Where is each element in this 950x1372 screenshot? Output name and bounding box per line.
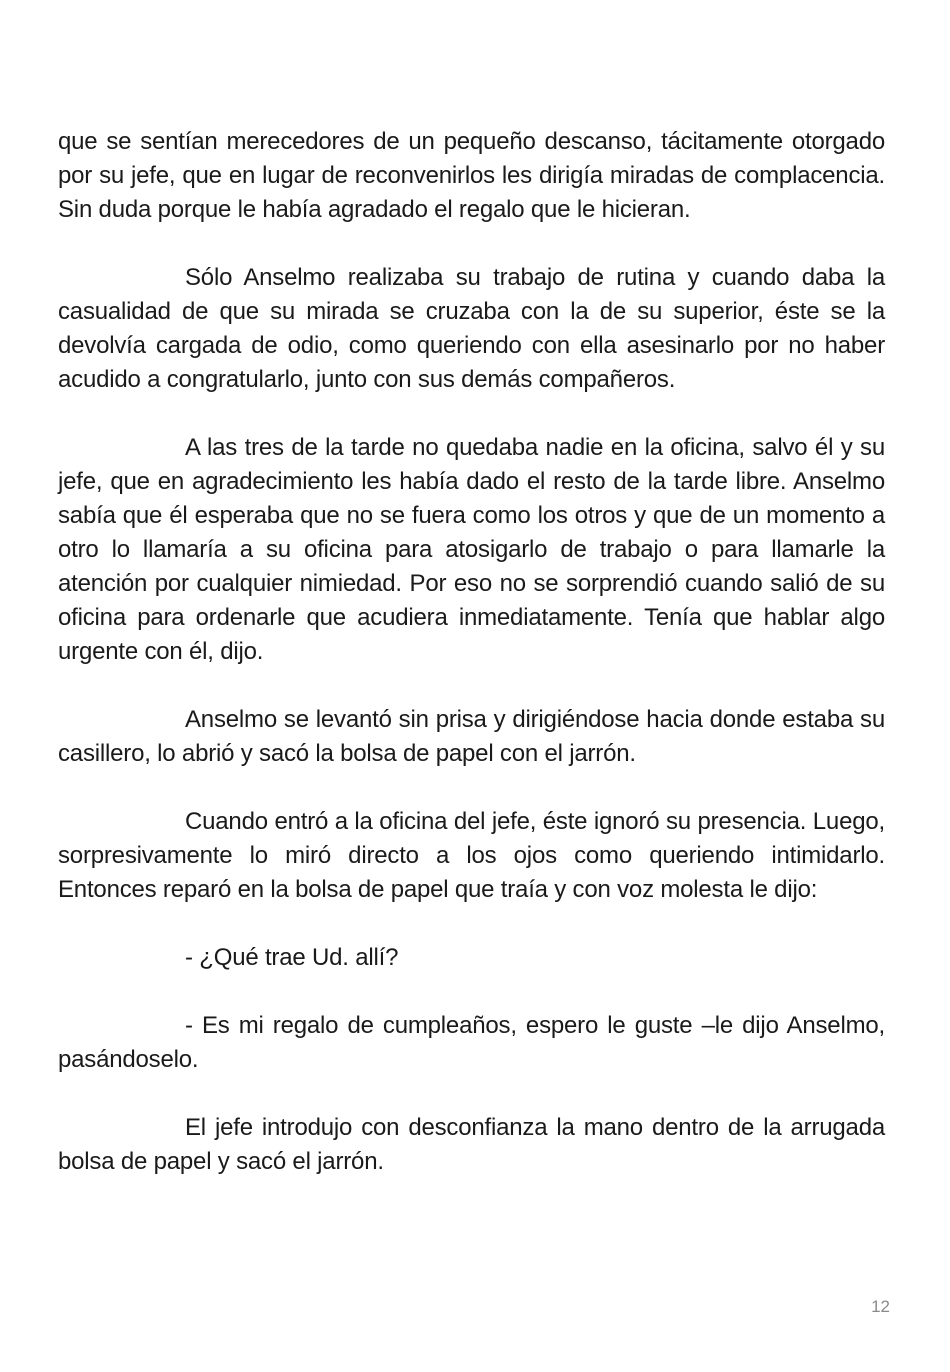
dialogue-line: - ¿Qué trae Ud. allí?: [185, 944, 399, 971]
paragraph: El jefe introdujo con desconfianza la mano dentro de la arrugada bolsa de papel y sacó el jarrón.: [58, 1114, 885, 1175]
paragraph-continuation: que se sentían merecedores de un pequeño descanso, tácitamente otorgado por su jefe, que en lugar de reconvenirlos les dirigía miradas de complacencia. Sin duda porque le había agradado el regalo que le hicieran.: [58, 128, 885, 223]
dialogue-line: - Es mi regalo de cumpleaños, espero le guste –le dijo Anselmo, pasándoselo.: [58, 1012, 885, 1073]
paragraph: A las tres de la tarde no quedaba nadie en la oficina, salvo él y su jefe, que en agradecimiento les había dado el resto de la tarde libre. Anselmo sabía que él esperaba que no se fuera como los otros y que de un momento a otro lo llamaría a su oficina para atosigarlo de trabajo o para llamarle la atención por cualquier nimiedad. Por eso no se sorprendió cuando salió de su oficina para ordenarle que acudiera inmediatamente. Tenía que hablar algo urgente con él, dijo.: [58, 434, 885, 665]
paragraph: Anselmo se levantó sin prisa y dirigiéndose hacia donde estaba su casillero, lo abrió y sacó la bolsa de papel con el jarrón.: [58, 706, 885, 767]
paragraph: Cuando entró a la oficina del jefe, éste ignoró su presencia. Luego, sorpresivamente lo miró directo a los ojos como queriendo intimidarlo. Entonces reparó en la bolsa de papel que traía y con voz molesta le dijo:: [58, 808, 885, 903]
paragraph: Sólo Anselmo realizaba su trabajo de rutina y cuando daba la casualidad de que su mirada se cruzaba con la de su superior, éste se la devolvía cargada de odio, como queriendo con ella asesinarlo por no haber acudido a congratularlo, junto con sus demás compañeros.: [58, 264, 885, 393]
page-number: 12: [871, 1297, 890, 1316]
page-body: [58, 125, 885, 1213]
